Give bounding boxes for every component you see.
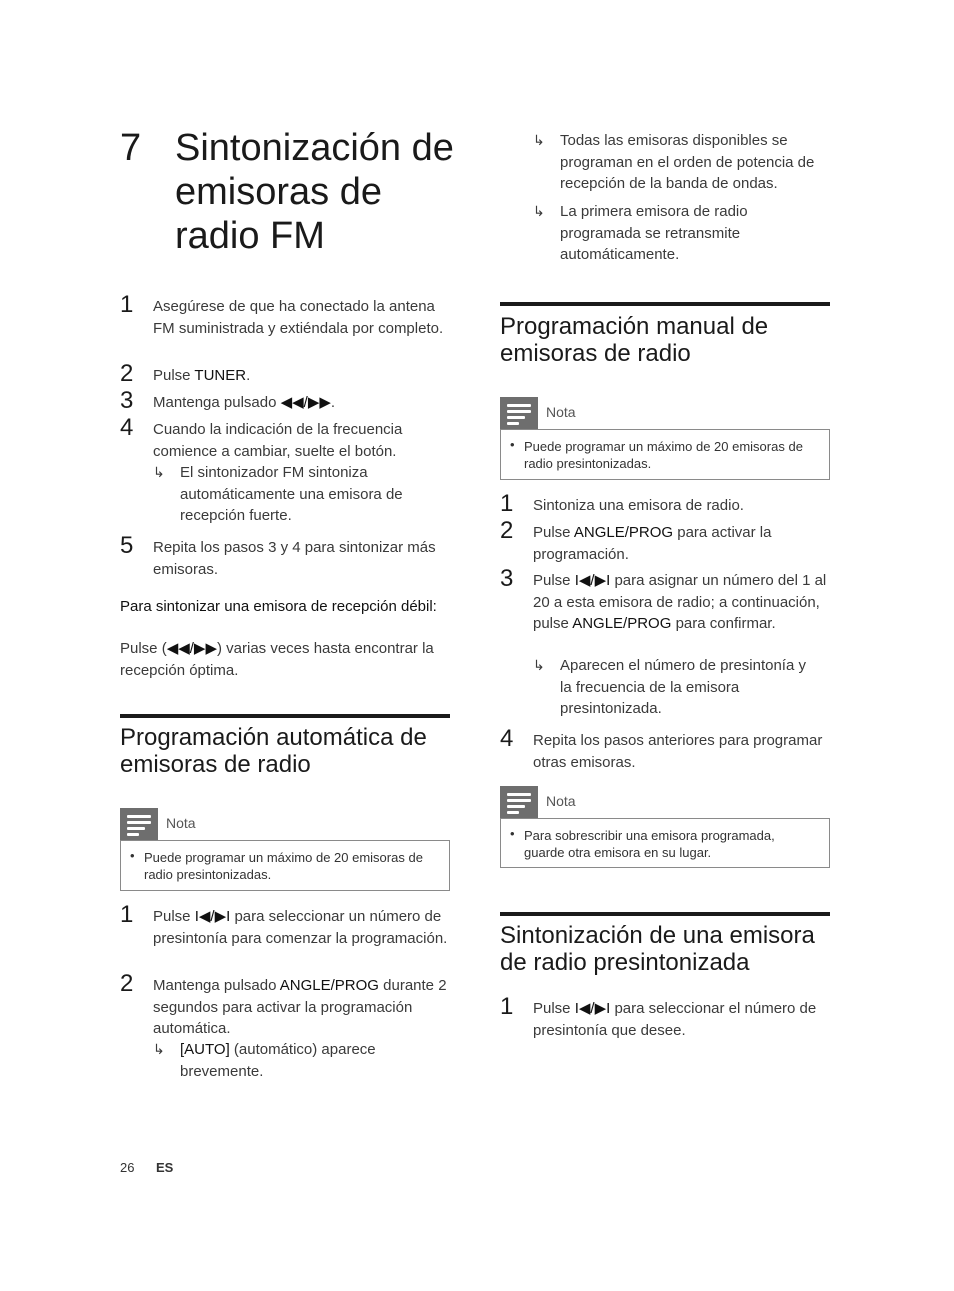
step-number: 3: [120, 387, 134, 414]
note-text: Puede programar un máximo de 20 emisoras de radio presintonizadas.: [524, 439, 803, 471]
angle-prog-key: ANGLE/PROG: [279, 977, 379, 994]
step-number: 4: [120, 414, 134, 441]
bullet-icon: •: [510, 437, 515, 452]
step-text: Cuando la indicación de la frecuencia comience a cambiar, suelte el botón.: [153, 421, 403, 460]
step-number: 3: [500, 565, 514, 592]
note-label: Nota: [166, 815, 196, 831]
step-number: 2: [500, 517, 514, 544]
section-rule: [500, 302, 830, 306]
note-label: Nota: [546, 404, 576, 420]
step-number: 1: [120, 291, 134, 318]
note-label: Nota: [546, 793, 576, 809]
auto-display: [AUTO]: [180, 1041, 230, 1058]
note-text: Para sobrescribir una emisora programada, guarde otra emisora en su lugar.: [524, 828, 775, 860]
step-number: 2: [120, 360, 134, 387]
language-code: ES: [156, 1160, 174, 1175]
note-icon: [120, 808, 158, 840]
note-icon: [500, 397, 538, 429]
section-rule: [120, 714, 450, 718]
chapter-title: Sintonización de emisoras de radio FM: [175, 127, 454, 257]
note-box: [120, 840, 450, 891]
result-arrow-icon: ↳: [153, 1041, 165, 1057]
note-text: Puede programar un máximo de 20 emisoras de radio presintonizadas.: [144, 850, 423, 882]
tuner-key: TUNER: [194, 367, 247, 384]
step-number: 1: [500, 993, 514, 1020]
manual-section-title: Programación manual de emisoras de radio: [500, 313, 769, 367]
step-text: Pulse I◀/▶I para seleccionar el número de presintonía que desee.: [533, 1000, 817, 1039]
step-number: 4: [500, 725, 514, 752]
step-number: 5: [120, 532, 134, 559]
prev-next-key-icon: I◀/▶I: [574, 572, 611, 589]
result-arrow-icon: ↳: [533, 132, 545, 148]
step-text: Asegúrese de que ha conectado la antena FM suministrada y extiéndala por completo.: [153, 298, 444, 337]
auto-section-title: Programación automática de emisoras de radio: [120, 724, 427, 778]
result-arrow-icon: ↳: [153, 464, 165, 480]
note-box: [500, 429, 830, 480]
prev-next-key-icon: I◀/▶I: [574, 1000, 611, 1017]
note-box: [500, 818, 830, 868]
step-text: Mantenga pulsado ◀◀/▶▶.: [153, 394, 336, 411]
step-number: 1: [500, 490, 514, 517]
step-text: Pulse I◀/▶I para asignar un número del 1 al 20 a esta emisora de radio; a continuación, pulse ANGLE/PROG para confirmar.: [533, 572, 827, 632]
step-text: Repita los pasos 3 y 4 para sintonizar más emisoras.: [153, 539, 436, 578]
step-number: 2: [120, 970, 134, 997]
bullet-icon: •: [130, 848, 135, 863]
page-number: 26: [120, 1160, 135, 1175]
chapter-number: 7: [120, 127, 142, 169]
step-text: Pulse ANGLE/PROG para activar la programación.: [533, 524, 772, 563]
step-text: Sintoniza una emisora de radio.: [533, 497, 744, 514]
prev-next-key-icon: I◀/▶I: [194, 908, 231, 925]
step-number: 1: [120, 901, 134, 928]
step-text: Repita los pasos anteriores para programar otras emisoras.: [533, 732, 823, 771]
angle-prog-key: ANGLE/PROG: [572, 615, 672, 632]
seek-key-icon: ◀◀/▶▶: [166, 640, 217, 657]
step-text: Mantenga pulsado ANGLE/PROG durante 2 segundos para activar la programación automática.: [153, 977, 447, 1037]
seek-key-icon: ◀◀/▶▶: [280, 394, 331, 411]
step-text: Pulse TUNER.: [153, 367, 251, 384]
step-text: Pulse I◀/▶I para seleccionar un número de presintonía para comenzar la programación.: [153, 908, 448, 947]
result-arrow-icon: ↳: [533, 657, 545, 673]
preset-section-title: Sintonización de una emisora de radio presintonizada: [500, 922, 815, 976]
section-rule: [500, 912, 830, 916]
result-arrow-icon: ↳: [533, 203, 545, 219]
weak-text: Pulse (◀◀/▶▶) varias veces hasta encontrar la recepción óptima.: [120, 640, 434, 679]
note-icon: [500, 786, 538, 818]
angle-prog-key: ANGLE/PROG: [573, 524, 674, 541]
bullet-icon: •: [510, 826, 515, 841]
weak-heading: Para sintonizar una emisora de recepción débil:: [120, 598, 437, 615]
